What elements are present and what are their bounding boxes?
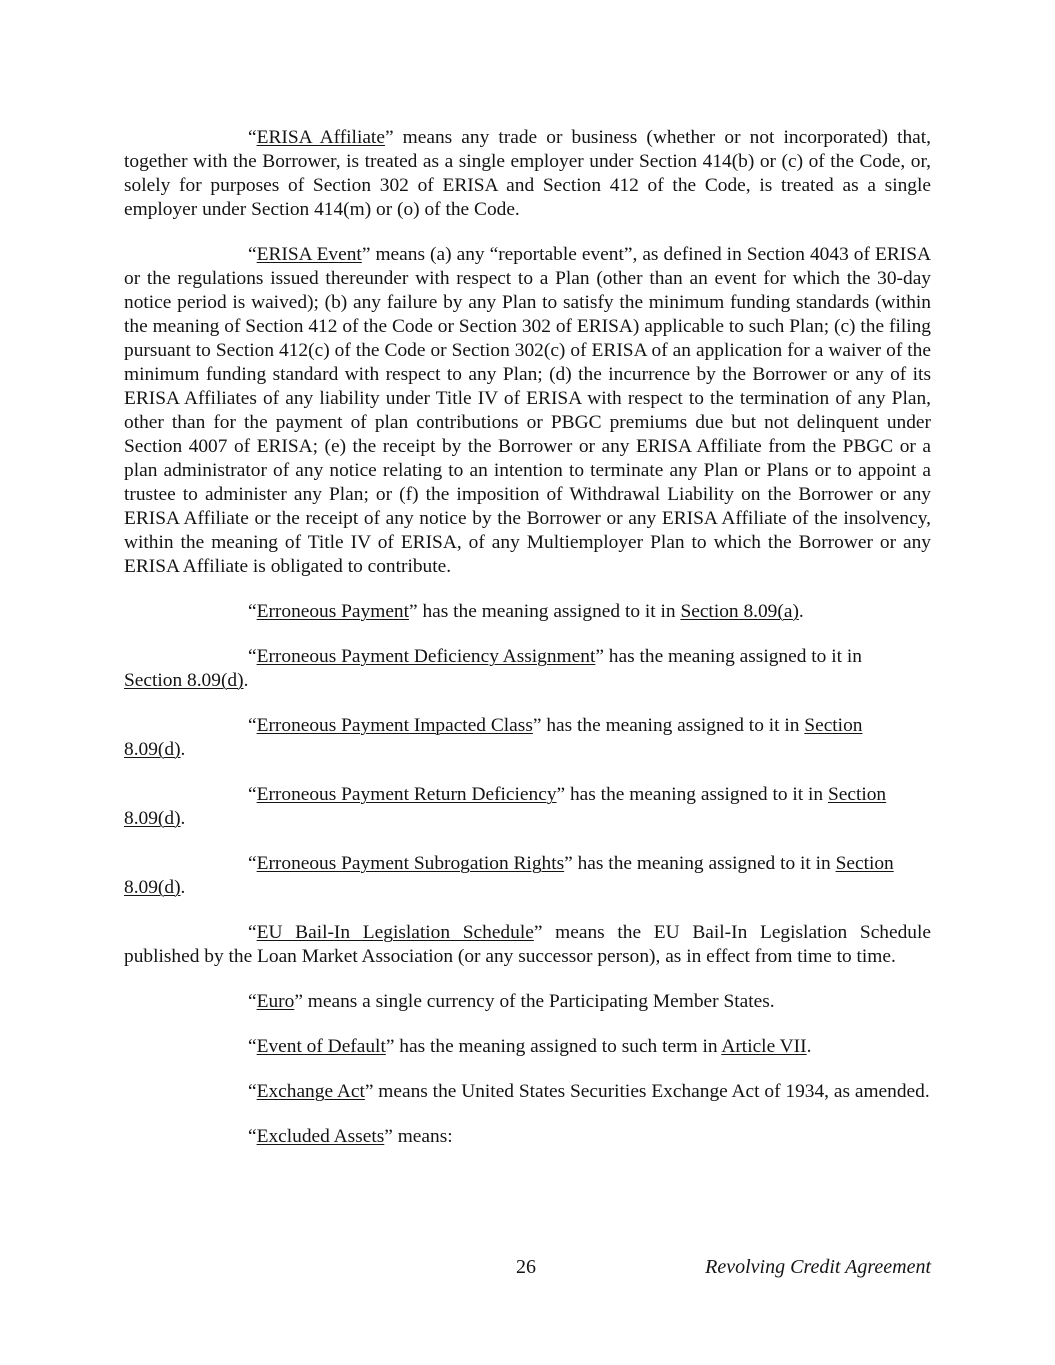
definition-text: has the meaning assigned to it in xyxy=(541,715,805,736)
period: . xyxy=(806,1036,812,1057)
close-quote: ” xyxy=(532,715,542,736)
defined-term: Exchange Act xyxy=(256,1081,365,1102)
open-quote: “ xyxy=(248,127,257,148)
open-quote: “ xyxy=(248,784,257,805)
definition-text: means: xyxy=(392,1126,453,1147)
open-quote: “ xyxy=(248,991,257,1012)
close-quote: ” xyxy=(294,991,303,1012)
definition-erroneous-payment-impacted-class xyxy=(124,714,906,762)
definition-erisa-event xyxy=(124,243,931,579)
open-quote: “ xyxy=(248,922,257,943)
open-quote: “ xyxy=(248,244,257,265)
close-quote: ” xyxy=(384,1126,393,1147)
section-reference-link[interactable]: Section 8.09(a) xyxy=(680,601,799,622)
definition-text: means the EU Bail-In Legislation Schedule published by the Loan Market Association (or any successor person), as in effect from time to time. xyxy=(124,922,931,967)
document-page xyxy=(124,126,931,1170)
definition-text: means (a) any “reportable event”, as defined in Section 4043 of ERISA or the regulations issued thereunder with respect to a Plan (other than an event for which the 30-day notice period is waived); (b) any failure by any Plan to satisfy the minimum funding standards (within the meaning of Section 412 of the Code or Section 302 of ERISA) applicable to such Plan; (c) the filing pursuant to Section 412(c) of the Code or Section 302(c) of ERISA of an application for a waiver of the minimum funding standard with respect to any Plan; (d) the incurrence by the Borrower or any of its ERISA Affiliates of any liability under Title IV of ERISA with respect to the termination of any Plan, other than for the payment of plan contributions or PBGC premiums due but not delinquent under Section 4007 of ERISA; (e) the receipt by the Borrower or any ERISA Affiliate from the PBGC or a plan administrator of any notice relating to an intention to terminate any Plan or Plans or to appoint a trustee to administer any Plan; or (f) the imposition of Withdrawal Liability on the Borrower or any ERISA Affiliate or the receipt of any notice by the Borrower or any ERISA Affiliate of the insolvency, within the meaning of Title IV of ERISA, of any Multiemployer Plan to which the Borrower or any ERISA Affiliate is obligated to contribute. xyxy=(124,244,932,577)
period: . xyxy=(243,670,249,691)
definition-erroneous-payment-return-deficiency xyxy=(124,783,931,831)
defined-term: ERISA Affiliate xyxy=(256,127,385,148)
close-quote: ” xyxy=(533,922,543,943)
defined-term: Euro xyxy=(256,991,295,1012)
open-quote: “ xyxy=(248,1126,257,1147)
page-footer xyxy=(0,1256,1055,1280)
close-quote: ” xyxy=(556,784,566,805)
period: . xyxy=(180,739,186,760)
close-quote: ” xyxy=(409,601,418,622)
definition-eu-bail-in-legislation-schedule xyxy=(124,921,931,969)
page-number: 26 xyxy=(516,1256,536,1278)
definition-exchange-act xyxy=(124,1080,931,1104)
close-quote: ” xyxy=(384,127,394,148)
defined-term: Erroneous Payment Deficiency Assignment xyxy=(256,646,596,667)
definition-text: means a single currency of the Participating Member States. xyxy=(302,991,775,1012)
defined-term: Erroneous Payment Return Deficiency xyxy=(256,784,557,805)
close-quote: ” xyxy=(361,244,371,265)
close-quote: ” xyxy=(364,1081,374,1102)
definition-text: has the meaning assigned to it in xyxy=(572,853,836,874)
period: . xyxy=(180,877,186,898)
close-quote: ” xyxy=(595,646,604,667)
open-quote: “ xyxy=(248,715,257,736)
period: . xyxy=(180,808,186,829)
open-quote: “ xyxy=(248,1036,257,1057)
definition-erroneous-payment-subrogation-rights xyxy=(124,852,931,900)
definition-erroneous-payment-deficiency-assignment xyxy=(124,645,906,693)
definition-text: has the meaning assigned to it in xyxy=(603,646,862,667)
section-reference-link[interactable]: Section 8.09(d) xyxy=(124,715,863,760)
open-quote: “ xyxy=(248,646,257,667)
definition-text: means any trade or business (whether or not incorporated) that, together with the Borrower, is treated as a single employer under Section 414(b) or (c) of the Code, or, solely for purposes of Section 302 of ERISA and Section 412 of the Code, is treated as a single employer under Section 414(m) or (o) of the Code. xyxy=(124,127,932,220)
definition-erroneous-payment xyxy=(124,600,931,624)
section-reference-link[interactable]: Section 8.09(d) xyxy=(124,784,887,829)
definition-event-of-default xyxy=(124,1035,931,1059)
open-quote: “ xyxy=(248,853,257,874)
defined-term: Erroneous Payment xyxy=(256,601,410,622)
close-quote: ” xyxy=(385,1036,395,1057)
open-quote: “ xyxy=(248,1081,257,1102)
definition-erisa-affiliate xyxy=(124,126,931,222)
defined-term: Event of Default xyxy=(256,1036,386,1057)
definition-text: has the meaning assigned to it in xyxy=(417,601,681,622)
defined-term: Erroneous Payment Impacted Class xyxy=(256,715,533,736)
defined-term: Excluded Assets xyxy=(256,1126,385,1147)
article-reference-link[interactable]: Article VII xyxy=(721,1036,807,1057)
section-reference-link[interactable]: Section 8.09(d) xyxy=(124,670,244,691)
section-reference-link[interactable]: Section 8.09(d) xyxy=(124,853,894,898)
document-title: Revolving Credit Agreement xyxy=(705,1256,931,1278)
open-quote: “ xyxy=(248,601,257,622)
defined-term: EU Bail-In Legislation Schedule xyxy=(256,922,534,943)
defined-term: ERISA Event xyxy=(256,244,362,265)
defined-term: Erroneous Payment Subrogation Rights xyxy=(256,853,565,874)
definition-text: has the meaning assigned to such term in xyxy=(394,1036,722,1057)
period: . xyxy=(798,601,804,622)
definition-text: means the United States Securities Exchange Act of 1934, as amended. xyxy=(373,1081,930,1102)
close-quote: ” xyxy=(564,853,573,874)
definition-excluded-assets xyxy=(124,1125,931,1149)
definition-euro xyxy=(124,990,931,1014)
definition-text: has the meaning assigned to it in xyxy=(565,784,828,805)
